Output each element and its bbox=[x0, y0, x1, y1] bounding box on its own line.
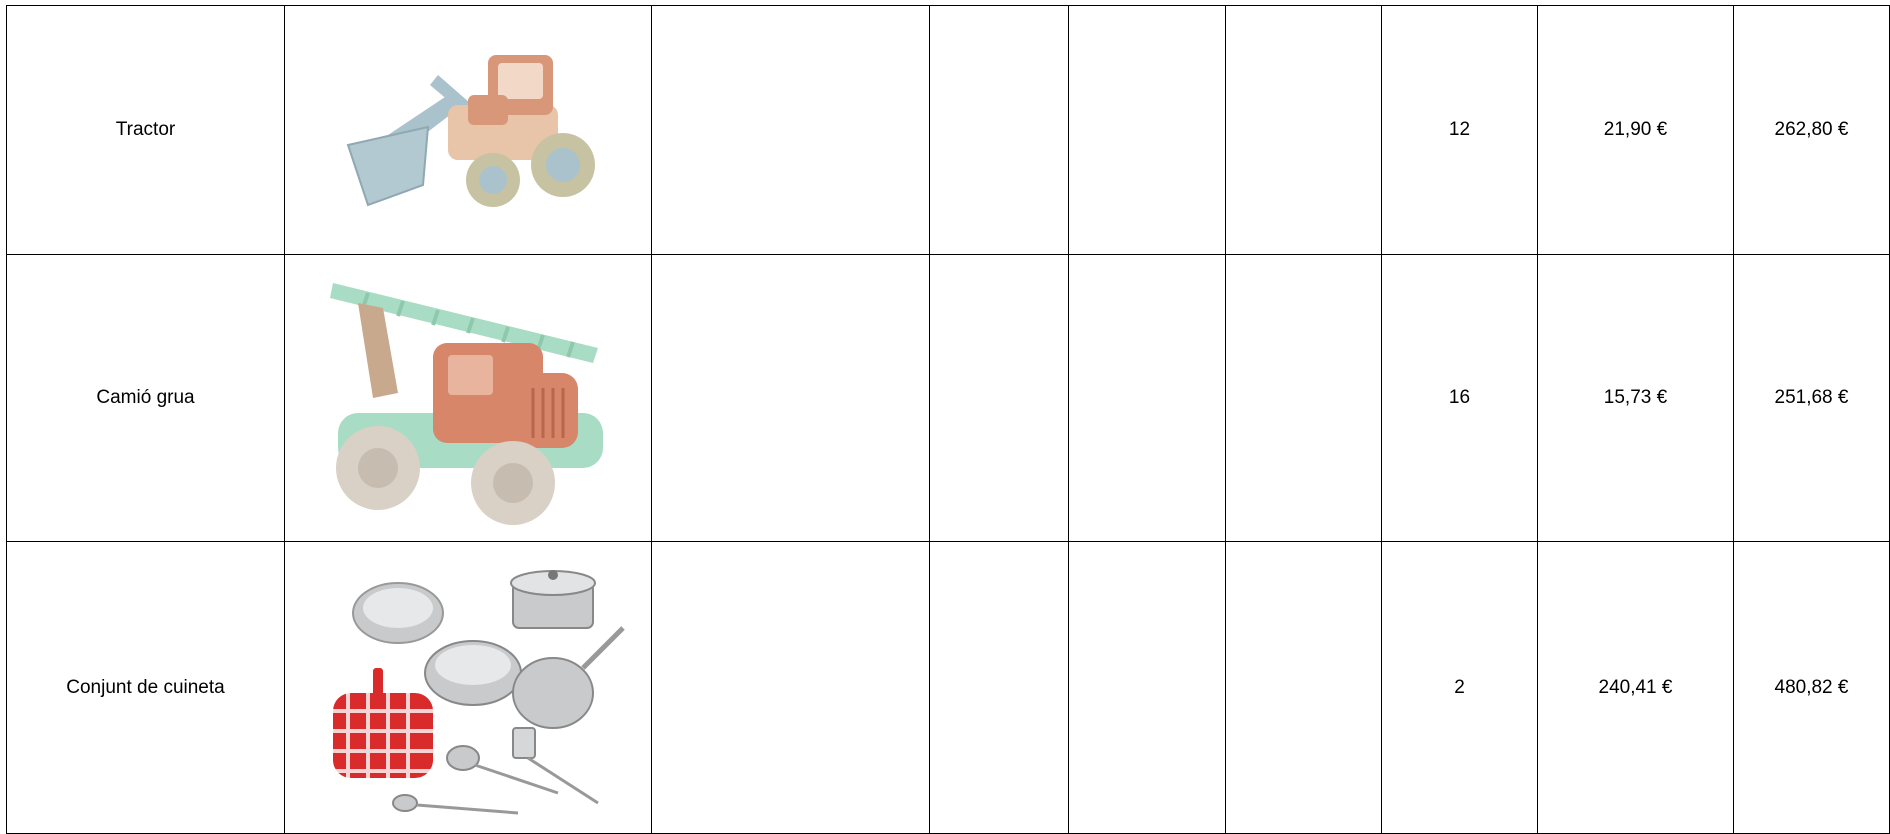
empty-cell bbox=[1069, 255, 1226, 542]
unit-price-cell bbox=[1538, 255, 1734, 542]
empty-cell bbox=[1226, 6, 1382, 255]
product-name: Camió grua bbox=[96, 387, 195, 408]
unit-price: 21,90 € bbox=[1603, 119, 1668, 140]
total-cell bbox=[1734, 6, 1890, 255]
product-name-cell bbox=[7, 255, 285, 542]
quantity-cell bbox=[1382, 6, 1538, 255]
toy-kitchen-set-image bbox=[313, 553, 623, 823]
empty-cell bbox=[1069, 6, 1226, 255]
empty-cell bbox=[652, 542, 930, 834]
unit-price-cell bbox=[1538, 6, 1734, 255]
total-cell bbox=[1734, 255, 1890, 542]
empty-cell bbox=[1226, 542, 1382, 834]
unit-price: 15,73 € bbox=[1603, 387, 1668, 408]
toy-crane-truck-image bbox=[318, 263, 618, 533]
quantity: 12 bbox=[1448, 119, 1471, 140]
quantity: 2 bbox=[1454, 676, 1465, 698]
quantity-cell bbox=[1382, 542, 1538, 834]
empty-cell bbox=[652, 255, 930, 542]
total-price: 251,68 € bbox=[1774, 387, 1849, 408]
empty-cell bbox=[652, 6, 930, 255]
empty-cell bbox=[930, 255, 1069, 542]
empty-cell bbox=[930, 6, 1069, 255]
empty-cell bbox=[1069, 542, 1226, 834]
product-image-cell bbox=[285, 255, 652, 542]
product-name: Tractor bbox=[115, 119, 176, 140]
unit-price-cell bbox=[1538, 542, 1734, 834]
table-row bbox=[7, 542, 1890, 834]
product-name: Conjunt de cuineta bbox=[66, 676, 225, 698]
product-name-cell bbox=[7, 6, 285, 255]
product-name-cell bbox=[7, 542, 285, 834]
total-price: 480,82 € bbox=[1774, 676, 1849, 698]
toy-tractor-image bbox=[328, 35, 608, 225]
empty-cell bbox=[1226, 255, 1382, 542]
product-table bbox=[6, 5, 1890, 834]
table-row bbox=[7, 6, 1890, 255]
quantity-cell bbox=[1382, 255, 1538, 542]
quantity: 16 bbox=[1448, 387, 1471, 408]
product-image-cell bbox=[285, 542, 652, 834]
empty-cell bbox=[930, 542, 1069, 834]
product-image-cell bbox=[285, 6, 652, 255]
total-cell bbox=[1734, 542, 1890, 834]
unit-price: 240,41 € bbox=[1598, 676, 1673, 698]
total-price: 262,80 € bbox=[1774, 119, 1849, 140]
table-row bbox=[7, 255, 1890, 542]
